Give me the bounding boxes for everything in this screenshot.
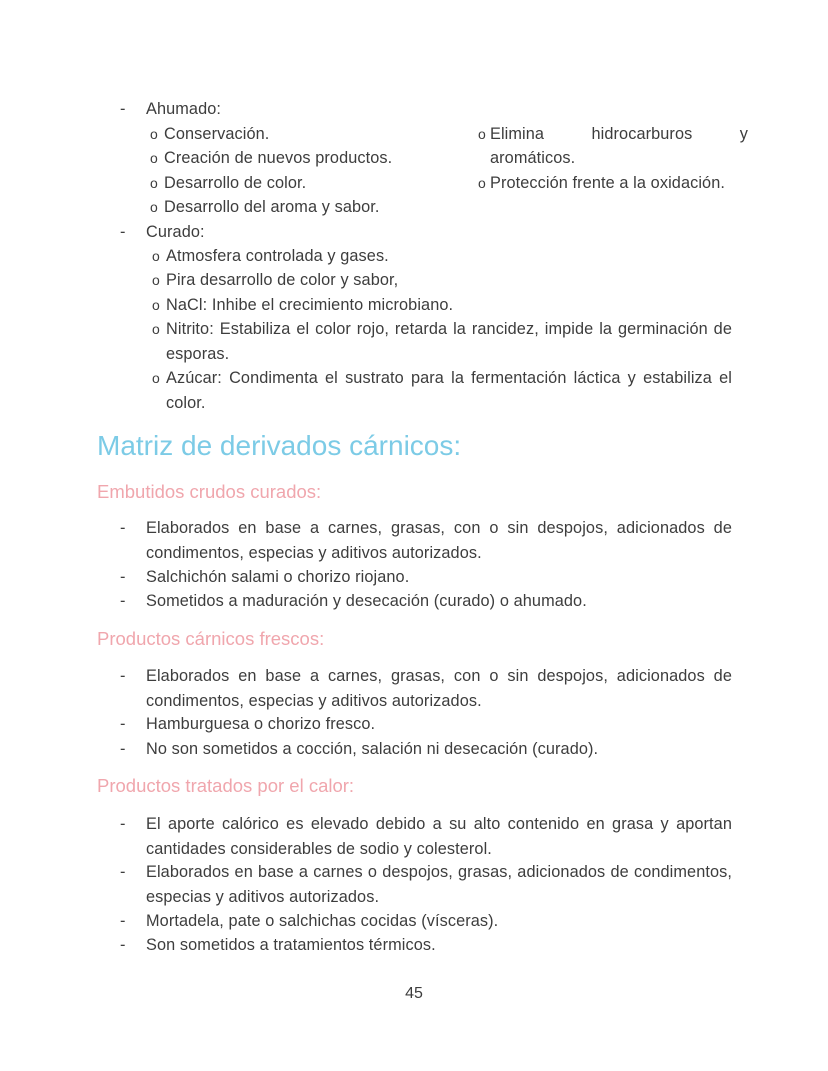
subsection-title-calor: Productos tratados por el calor: bbox=[97, 775, 355, 796]
list-item-text: Mortadela, pate o salchichas cocidas (vísceras). bbox=[146, 912, 499, 930]
sub-item-text: Conservación. bbox=[164, 125, 270, 143]
dash-bullet: - bbox=[120, 936, 126, 954]
dash-bullet: - bbox=[120, 715, 126, 733]
list-item bbox=[120, 712, 732, 737]
page-number: 45 bbox=[405, 985, 423, 1002]
circle-bullet: o bbox=[152, 370, 160, 386]
sub-item bbox=[150, 122, 470, 147]
dash-bullet: - bbox=[120, 568, 126, 586]
list-item bbox=[120, 565, 732, 590]
list-item-text: Sometidos a maduración y desecación (curado) o ahumado. bbox=[146, 592, 587, 610]
sub-item-text: Protección frente a la oxidación. bbox=[490, 174, 725, 192]
sub-item-text: Atmosfera controlada y gases. bbox=[166, 247, 389, 265]
dash-bullet: - bbox=[120, 592, 126, 610]
sub-item bbox=[152, 366, 732, 415]
subsection-title-frescos: Productos cárnicos frescos: bbox=[97, 628, 325, 649]
section-title: Matriz de derivados cárnicos: bbox=[97, 430, 462, 461]
sub-item bbox=[150, 146, 470, 171]
dash-bullet: - bbox=[120, 519, 126, 537]
dash-bullet: - bbox=[120, 815, 126, 833]
list-item bbox=[120, 812, 732, 861]
dash-bullet: - bbox=[120, 100, 126, 118]
list-item-label: Ahumado: bbox=[146, 100, 222, 118]
circle-bullet: o bbox=[150, 175, 158, 191]
dash-bullet: - bbox=[120, 223, 126, 241]
list-item bbox=[120, 737, 732, 762]
list-item bbox=[120, 909, 732, 934]
list-item-text: El aporte calórico es elevado debido a su alto contenido en grasa y aportan cantidades considerables de sodio y colesterol. bbox=[146, 815, 732, 858]
sub-item bbox=[150, 195, 470, 220]
dash-bullet: - bbox=[120, 667, 126, 685]
circle-bullet: o bbox=[150, 126, 158, 142]
list-item-curado bbox=[120, 220, 732, 245]
list-item-text: No son sometidos a cocción, salación ni desecación (curado). bbox=[146, 740, 599, 758]
sub-item bbox=[152, 268, 732, 293]
circle-bullet: o bbox=[478, 126, 486, 142]
list-item bbox=[120, 933, 732, 958]
circle-bullet: o bbox=[152, 248, 160, 264]
dash-bullet: - bbox=[120, 863, 126, 881]
circle-bullet: o bbox=[152, 272, 160, 288]
sub-item-text: Desarrollo de color. bbox=[164, 174, 307, 192]
sub-item-text: Azúcar: Condimenta el sustrato para la fermentación láctica y estabiliza el color. bbox=[166, 369, 732, 412]
sub-item-text: Desarrollo del aroma y sabor. bbox=[164, 198, 380, 216]
sub-item bbox=[478, 171, 753, 196]
sub-item bbox=[152, 293, 732, 318]
list-item-text: Salchichón salami o chorizo riojano. bbox=[146, 568, 410, 586]
sub-item-text: Elimina hidrocarburos y bbox=[490, 125, 748, 143]
circle-bullet: o bbox=[150, 150, 158, 166]
circle-bullet: o bbox=[152, 297, 160, 313]
sub-item bbox=[478, 122, 748, 147]
list-item-ahumado bbox=[120, 97, 732, 122]
sub-item-text: Creación de nuevos productos. bbox=[164, 149, 393, 167]
list-item-text: Elaborados en base a carnes, grasas, con o sin despojos, adicionados de condimentos, especias y aditivos autorizados. bbox=[146, 667, 732, 710]
list-item-label: Curado: bbox=[146, 223, 205, 241]
dash-bullet: - bbox=[120, 912, 126, 930]
sub-item bbox=[152, 317, 732, 366]
list-item-text: Son sometidos a tratamientos térmicos. bbox=[146, 936, 436, 954]
dash-bullet: - bbox=[120, 740, 126, 758]
list-item bbox=[120, 664, 732, 713]
list-item bbox=[120, 516, 732, 565]
circle-bullet: o bbox=[478, 175, 486, 191]
sub-item bbox=[150, 171, 470, 196]
sub-item bbox=[152, 244, 732, 269]
circle-bullet: o bbox=[152, 321, 160, 337]
list-item bbox=[120, 589, 732, 614]
sub-item-continuation: aromáticos. bbox=[490, 149, 576, 167]
subsection-title-embutidos: Embutidos crudos curados: bbox=[97, 481, 322, 502]
sub-item-text: NaCl: Inhibe el crecimiento microbiano. bbox=[166, 296, 454, 314]
list-item-text: Hamburguesa o chorizo fresco. bbox=[146, 715, 376, 733]
sub-item-text: Nitrito: Estabiliza el color rojo, retarda la rancidez, impide la germinación de esporas. bbox=[166, 320, 732, 363]
list-item-text: Elaborados en base a carnes, grasas, con o sin despojos, adicionados de condimentos, especias y aditivos autorizados. bbox=[146, 519, 732, 562]
circle-bullet: o bbox=[150, 199, 158, 215]
list-item-text: Elaborados en base a carnes o despojos, grasas, adicionados de condimentos, especias y aditivos autorizados. bbox=[146, 863, 732, 906]
sub-item-text: Pira desarrollo de color y sabor, bbox=[166, 271, 399, 289]
list-item bbox=[120, 860, 732, 909]
